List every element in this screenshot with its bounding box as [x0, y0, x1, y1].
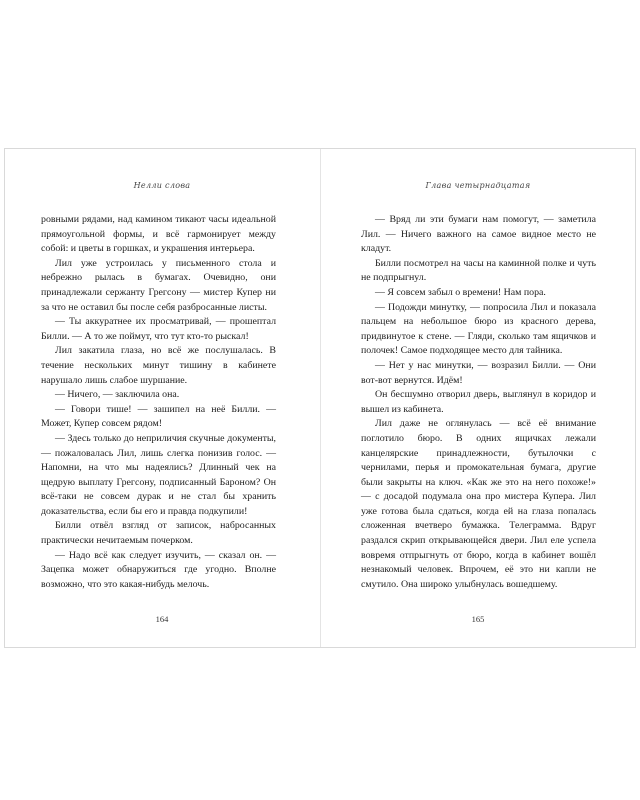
paragraph: — Говори тише! — зашипел на неё Билли. — Может, Купер совсем рядом! — [41, 403, 276, 430]
paragraph: ровными рядами, над камином тикают часы идеальной прямоугольной формы, и всё гармонирует между собой: и цветы в горшках, и украшения интерьера. — [41, 214, 276, 255]
paragraph: Билли посмотрел на часы на каминной полке и чуть не подпрыгнул. — [361, 257, 596, 284]
paragraph: — Надо всё как следует изучить, — сказал он. — Зацепка может обнаружиться где угодно. Вполне возможно, что это какая-нибудь мелочь. — [41, 549, 276, 590]
left-page-text — [41, 213, 276, 592]
paragraph: — Подожди минутку, — попросила Лил и показала пальцем на небольшое бюро из красного дерева, придвинутое к стене. — Гляди, сколько там ящичков и полочек! Самое подходящее место для тайника. — [361, 301, 596, 357]
right-page — [321, 149, 635, 647]
paragraph: Лил закатила глаза, но всё же послушалась. В течение нескольких минут тишину в кабинете нарушало лишь слабое шуршание. — [41, 345, 276, 386]
page-number-left: 164 — [155, 614, 169, 624]
paragraph: — Нет у нас минутки, — возразил Билли. — Они вот-вот вернутся. Идём! — [361, 359, 596, 386]
paragraph: — Ты аккуратнее их просматривай, — прошептал Билли. — А то же поймут, что тут кто-то рыскал! — [41, 316, 276, 342]
left-page — [5, 149, 319, 647]
paragraph: — Здесь только до неприличия скучные документы, — пожаловалась Лил, лишь слегка понизив голос. — Напомни, на что мы надеялись? Длинный чек на щедрую выплату Грегсону, подписанный Бароном? Он всё-таки не совсем дурак и не стал бы хранить доказательства, если бы его и правда подкупили! — [41, 432, 276, 517]
paragraph: — Вряд ли эти бумаги нам помогут, — заметила Лил. — Ничего важного на самое видное место не кладут. — [361, 214, 596, 255]
paragraph: — Ничего, — заключила она. — [55, 389, 180, 401]
paragraph: Лил уже устроилась у письменного стола и небрежно рылась в бумагах. Очевидно, они принадлежали сержанту Грегсону — мистер Купер ни за что не оставил бы после себя разбросанные листы. — [41, 257, 276, 313]
paragraph: Он бесшумно отворил дверь, выглянул в коридор и вышел из кабинета. — [361, 389, 596, 415]
paragraph: Лил даже не оглянулась — всё её внимание поглотило бюро. В одних ящичках лежали канцелярские принадлежности, бутылочки с чернилами, перья и промокательная бумага, другие были закрыты на ключ. «Как же это на него похоже!» — с досадой подумала она про мистера Купера. Лил уже готова была сдаться, когда ей на глаза попалась сложенная вчетверо бумажка. Телеграмма. Вдруг раздался скрип открывающейся двери. Лил еле успела вовремя отпрыгнуть от бюро, когда в кабинет вошёл незнакомый человек. Впрочем, её это ни капли не смутило. Она широко улыбнулась вошедшему. — [361, 418, 596, 590]
paragraph: Билли отвёл взгляд от записок, набросанных практически нечитаемым почерком. — [41, 520, 276, 547]
page-number-right: 165 — [471, 614, 485, 624]
paragraph: — Я совсем забыл о времени! Нам пора. — [375, 286, 546, 298]
running-head-left: Нелли слова — [133, 181, 191, 190]
right-page-text — [361, 213, 596, 592]
running-head-right: Глава четырнадцатая — [425, 181, 531, 190]
book-spread — [4, 148, 636, 648]
